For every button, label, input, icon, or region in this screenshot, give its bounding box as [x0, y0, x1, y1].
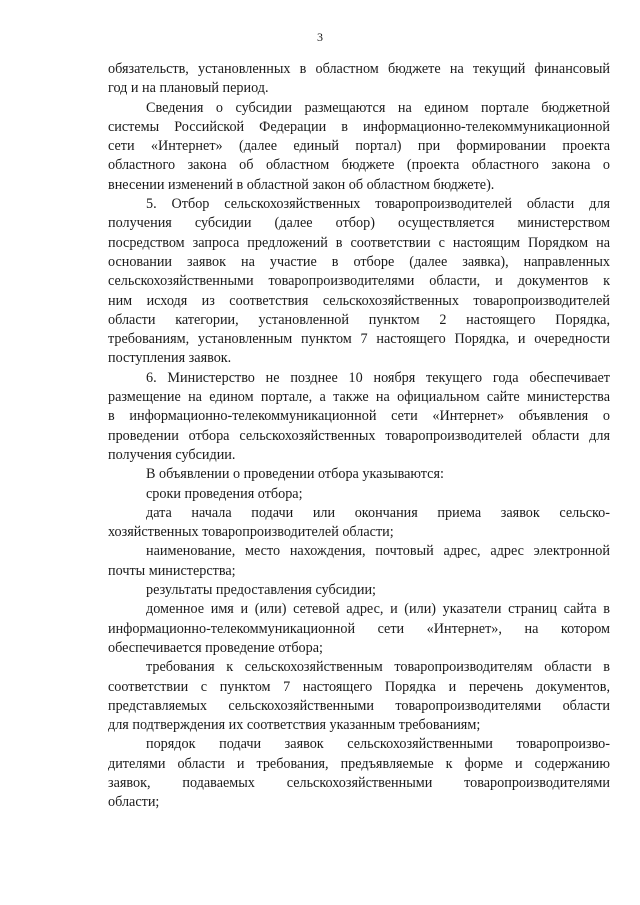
text-line: поступления заявок. — [108, 350, 232, 367]
text-line: результаты предоставления субсидии; — [146, 582, 376, 599]
page-number: 3 — [317, 30, 323, 44]
text-line: посредством запроса предложений в соответствии с настоящим Порядком на — [108, 234, 610, 251]
text-line: получения субсидии (далее отбор) осуществляется министерством — [108, 215, 610, 232]
text-line: основании заявок на участие в отборе (далее заявка), направленных — [108, 253, 610, 270]
text-line: проведении отбора сельскохозяйственных товаропроизводителей области для — [108, 427, 610, 444]
text-line: 6. Министерство не позднее 10 ноября текущего года обеспечивает — [146, 369, 610, 386]
paragraph — [108, 504, 610, 543]
paragraph — [108, 99, 610, 195]
paragraph — [108, 485, 610, 504]
text-line: сельскохозяйственными товаропроизводителями области, и документов к — [108, 273, 610, 290]
paragraph — [108, 195, 610, 369]
text-line: Сведения о субсидии размещаются на едином портале бюджетной — [146, 99, 610, 116]
text-line: требованиям, установленным пунктом 7 настоящего Порядка, и очередности — [108, 331, 610, 348]
paragraph — [108, 542, 610, 581]
text-line: хозяйственных товаропроизводителей области; — [108, 524, 394, 541]
text-line: требования к сельскохозяйственным товаропроизводителям области в — [146, 659, 610, 676]
text-line: размещение на едином портале, а также на официальном сайте министерства — [108, 389, 610, 406]
paragraph — [108, 465, 610, 484]
text-line: заявок, подаваемых сельскохозяйственными товаропроизводителями — [108, 774, 610, 791]
text-line: соответствии с пунктом 7 настоящего Порядка и перечень документов, — [108, 678, 610, 695]
text-line: внесении изменений в областной закон об областном бюджете). — [108, 176, 495, 193]
text-line: 5. Отбор сельскохозяйственных товаропроизводителей области для — [146, 196, 610, 213]
text-line: представляемых сельскохозяйственными товаропроизводителями области — [108, 697, 610, 714]
text-line: в информационно-телекоммуникационной сети «Интернет» объявления о — [108, 408, 610, 425]
paragraph — [108, 60, 610, 99]
text-line: обязательств, установленных в областном бюджете на текущий финансовый — [108, 61, 610, 77]
text-line: почты министерства; — [108, 562, 236, 579]
text-line: области категории, установленной пунктом 2 настоящего Порядка, — [108, 311, 610, 328]
paragraph — [108, 600, 610, 658]
text-line: информационно-телекоммуникационной сети «Интернет», на котором — [108, 620, 610, 637]
text-line: получения субсидии. — [108, 446, 236, 463]
text-line: дителями области и требования, предъявляемые к форме и содержанию — [108, 755, 610, 772]
text-line: ним исходя из соответствия сельскохозяйственных товаропроизводителей — [108, 292, 610, 309]
text-line: наименование, место нахождения, почтовый адрес, адрес электронной — [146, 543, 610, 560]
paragraph — [108, 581, 610, 600]
text-line: доменное имя и (или) сетевой адрес, и (или) указатели страниц сайта в — [146, 601, 610, 618]
document-body — [108, 60, 610, 813]
text-line: областного закона об областном бюджете (проекта областного закона о — [108, 157, 610, 174]
paragraph — [108, 735, 610, 812]
text-line: дата начала подачи или окончания приема заявок сельско- — [146, 504, 610, 521]
text-line: порядок подачи заявок сельскохозяйственными товаропроизво- — [146, 736, 610, 753]
text-line: В объявлении о проведении отбора указываются: — [146, 466, 444, 483]
paragraph — [108, 369, 610, 465]
text-line: области; — [108, 794, 160, 811]
text-line: для подтверждения их соответствия указанным требованиям; — [108, 717, 481, 734]
text-line: обеспечивается проведение отбора; — [108, 639, 323, 656]
text-line: сети «Интернет» (далее единый портал) при формировании проекта — [108, 138, 610, 155]
text-line: год и на плановый период. — [108, 80, 269, 97]
text-line: системы Российской Федерации в информационно-телекоммуникационной — [108, 118, 610, 135]
paragraph — [108, 658, 610, 735]
text-line: сроки проведения отбора; — [146, 485, 303, 502]
